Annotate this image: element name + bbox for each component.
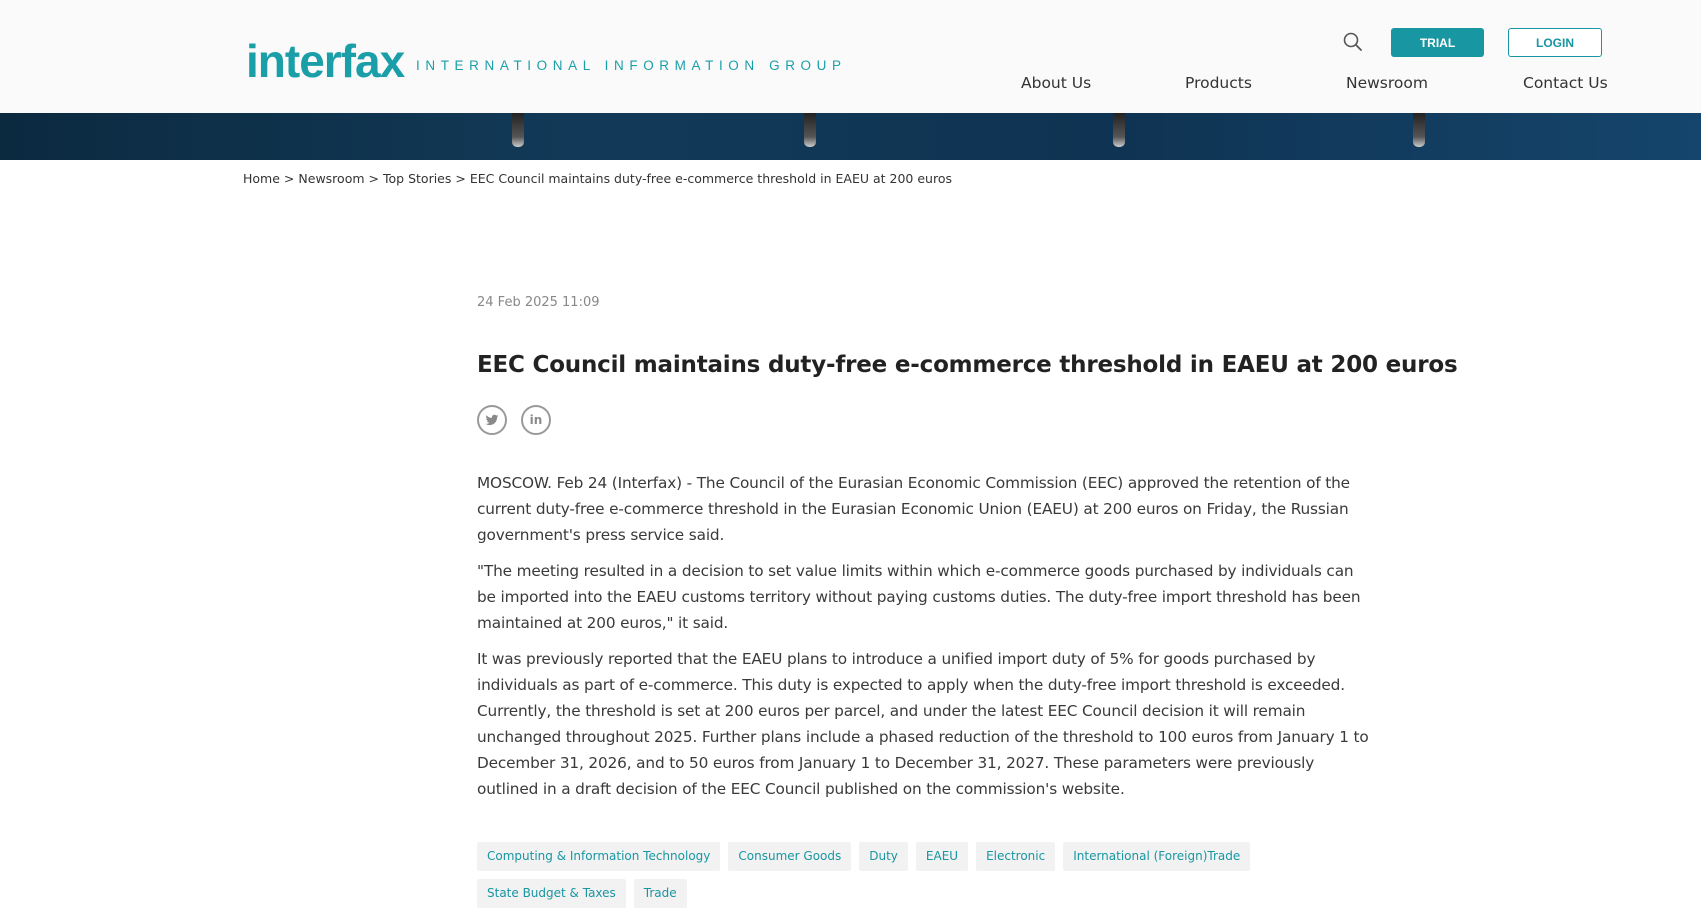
tag-state-budget-taxes[interactable]: State Budget & Taxes xyxy=(477,879,626,908)
article-paragraph: "The meeting resulted in a decision to set value limits within which e-commerce goods purchased by individuals can be imported into the EAEU customs territory without paying customs duties. The duty-free import threshold has been maintained at 200 euros," it said. xyxy=(477,562,1361,632)
tag-trade[interactable]: Trade xyxy=(634,879,687,908)
tag-duty[interactable]: Duty xyxy=(859,842,908,871)
nav-products[interactable]: Products xyxy=(1185,74,1252,92)
breadcrumb-newsroom[interactable]: Newsroom xyxy=(298,171,365,186)
share-twitter-button[interactable] xyxy=(477,405,507,435)
linkedin-icon: in xyxy=(529,413,543,427)
article-date: 24 Feb 2025 11:09 xyxy=(477,295,600,310)
breadcrumb-home[interactable]: Home xyxy=(243,171,280,186)
article-title: EEC Council maintains duty-free e-commerce threshold in EAEU at 200 euros xyxy=(477,352,1458,378)
article-paragraph: MOSCOW. Feb 24 (Interfax) - The Council of the Eurasian Economic Commission (EEC) approved the retention of the current duty-free e-commerce threshold in the Eurasian Economic Union (EAEU) at 200 euros on Friday, the Russian government's press service said. xyxy=(477,474,1350,544)
tag-electronic[interactable]: Electronic xyxy=(976,842,1055,871)
nav-about-us[interactable]: About Us xyxy=(1021,74,1092,92)
tag-computing[interactable]: Computing & Information Technology xyxy=(477,842,720,871)
tag-international-trade[interactable]: International (Foreign)Trade xyxy=(1063,842,1250,871)
article-paragraph: It was previously reported that the EAEU plans to introduce a unified import duty of 5% for goods purchased by individuals as part of e-commerce. This duty is expected to apply when the duty-free import threshold is exceeded. Currently, the threshold is set at 200 euros per parcel, and under the latest EEC Council decision it will remain unchanged throughout 2025. Further plans include a phased reduction of the threshold to 100 euros from January 1 to December 31, 2026, and to 50 euros from January 1 to December 31, 2027. These parameters were previously outlined in a draft decision of the EEC Council published on the commission's website. xyxy=(477,650,1369,798)
search-button[interactable] xyxy=(1341,30,1365,54)
logo-wordmark: interfax xyxy=(246,35,405,87)
logo-tagline: INTERNATIONAL INFORMATION GROUP xyxy=(416,58,847,73)
hero-banner xyxy=(0,113,1701,160)
nav-newsroom[interactable]: Newsroom xyxy=(1346,74,1428,92)
trial-button[interactable]: TRIAL xyxy=(1391,28,1484,57)
breadcrumb: Home > Newsroom > Top Stories > EEC Council maintains duty-free e-commerce threshold in EAEU at 200 euros xyxy=(243,171,952,186)
nav-contact-us[interactable]: Contact Us xyxy=(1523,74,1608,92)
login-button[interactable]: LOGIN xyxy=(1508,28,1602,57)
share-linkedin-button[interactable] xyxy=(521,405,551,435)
tag-list xyxy=(477,842,1372,908)
breadcrumb-current: EEC Council maintains duty-free e-commerce threshold in EAEU at 200 euros xyxy=(469,171,952,186)
tag-consumer-goods[interactable]: Consumer Goods xyxy=(728,842,851,871)
article-body xyxy=(477,470,1372,812)
tag-eaeu[interactable]: EAEU xyxy=(916,842,968,871)
twitter-icon xyxy=(485,413,499,427)
main-nav xyxy=(0,74,1701,98)
search-icon xyxy=(1341,30,1365,54)
site-header xyxy=(0,0,1701,113)
breadcrumb-top-stories[interactable]: Top Stories xyxy=(383,171,452,186)
